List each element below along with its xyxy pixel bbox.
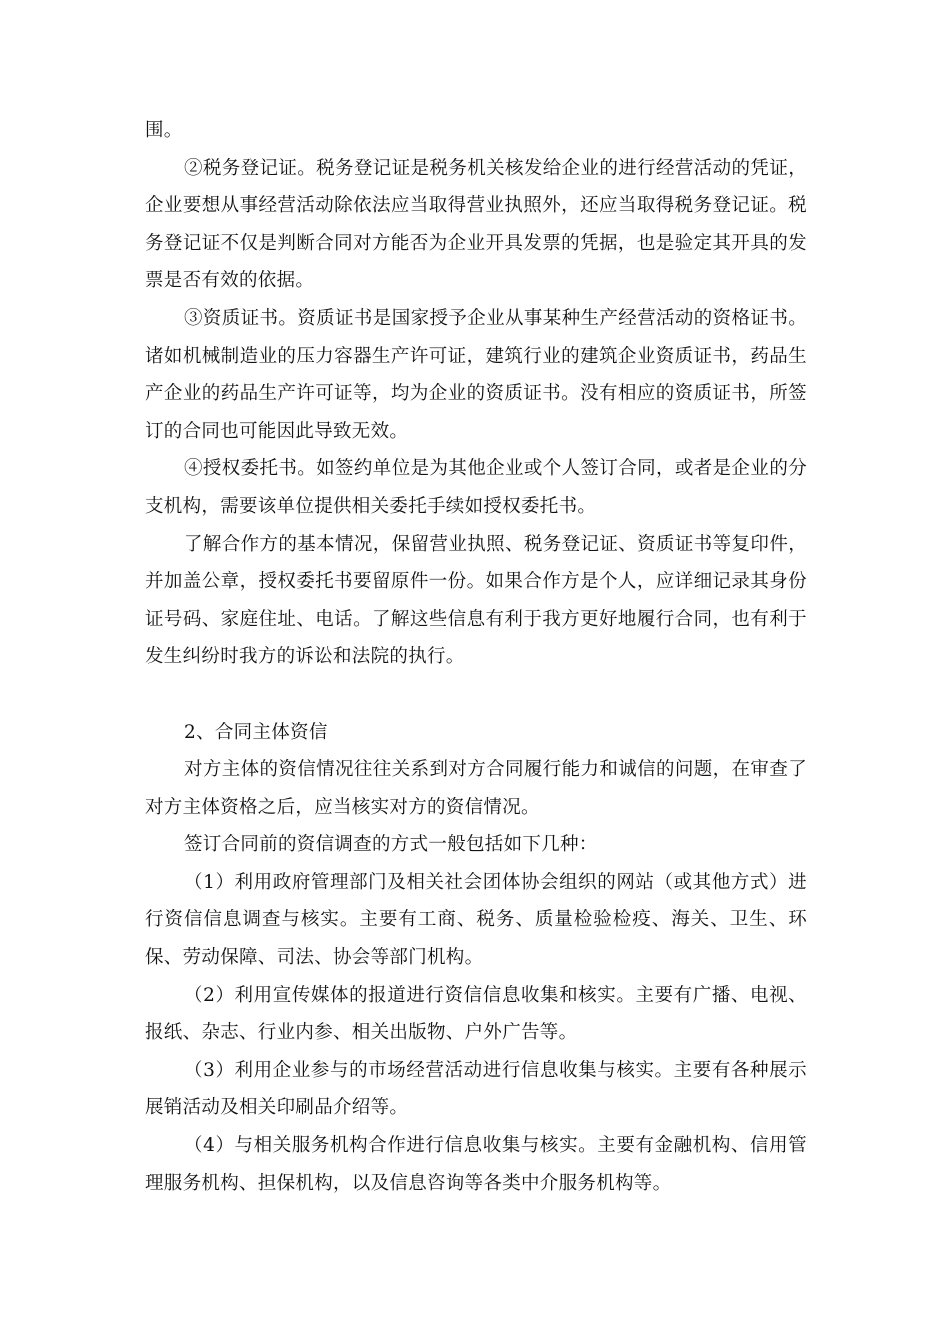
paragraph-power-of-attorney: ④授权委托书。如签约单位是为其他企业或个人签订合同，或者是企业的分支机构，需要该单位提供相关委托手续如授权委托书。: [145, 458, 807, 517]
list-item-method-1: （1）利用政府管理部门及相关社会团体协会组织的网站（或其他方式）进行资信信息调查与核实。主要有工商、税务、质量检验检疫、海关、卫生、环保、劳动保障、司法、协会等部门机构。: [145, 871, 807, 969]
paragraph-continuation: 围。: [145, 120, 183, 141]
paragraph-methods-intro: 签订合同前的资信调查的方式一般包括如下几种：: [184, 834, 598, 856]
section-heading: 2、合同主体资信: [184, 721, 328, 743]
list-item-method-2: （2）利用宣传媒体的报道进行资信信息收集和核实。主要有广播、电视、报纸、杂志、行业内参、相关出版物、户外广告等。: [145, 984, 807, 1044]
list-item-method-4: （4）与相关服务机构合作进行信息收集与核实。主要有金融机构、信用管理服务机构、担保机构，以及信息咨询等各类中介服务机构等。: [145, 1135, 807, 1194]
paragraph-credit-intro: 对方主体的资信情况往往关系到对方合同履行能力和诚信的问题，在审查了对方主体资格之后，应当核实对方的资信情况。: [145, 759, 807, 818]
paragraph-partner-info: 了解合作方的基本情况，保留营业执照、税务登记证、资质证书等复印件，并加盖公章，授权委托书要留原件一份。如果合作方是个人，应详细记录其身份证号码、家庭住址、电话。了解这些信息有利于我方更好地履行合同，也有利于发生纠纷时我方的诉讼和法院的执行。: [145, 533, 807, 668]
document-body: [145, 112, 807, 1202]
list-item-method-3: （3）利用企业参与的市场经营活动进行信息收集与核实。主要有各种展示展销活动及相关印刷品介绍等。: [145, 1059, 807, 1119]
paragraph-spacer: [145, 676, 807, 714]
paragraph-tax-registration: ②税务登记证。税务登记证是税务机关核发给企业的进行经营活动的凭证，企业要想从事经营活动除依法应当取得营业执照外，还应当取得税务登记证。税务登记证不仅是判断合同对方能否为企业开具发票的凭据，也是验定其开具的发票是否有效的依据。: [145, 157, 807, 292]
paragraph-qualification-certificate: ③资质证书。资质证书是国家授予企业从事某种生产经营活动的资格证书。诸如机械制造业的压力容器生产许可证，建筑行业的建筑企业资质证书，药品生产企业的药品生产许可证等，均为企业的资质证书。没有相应的资质证书，所签订的合同也可能因此导致无效。: [145, 307, 807, 442]
